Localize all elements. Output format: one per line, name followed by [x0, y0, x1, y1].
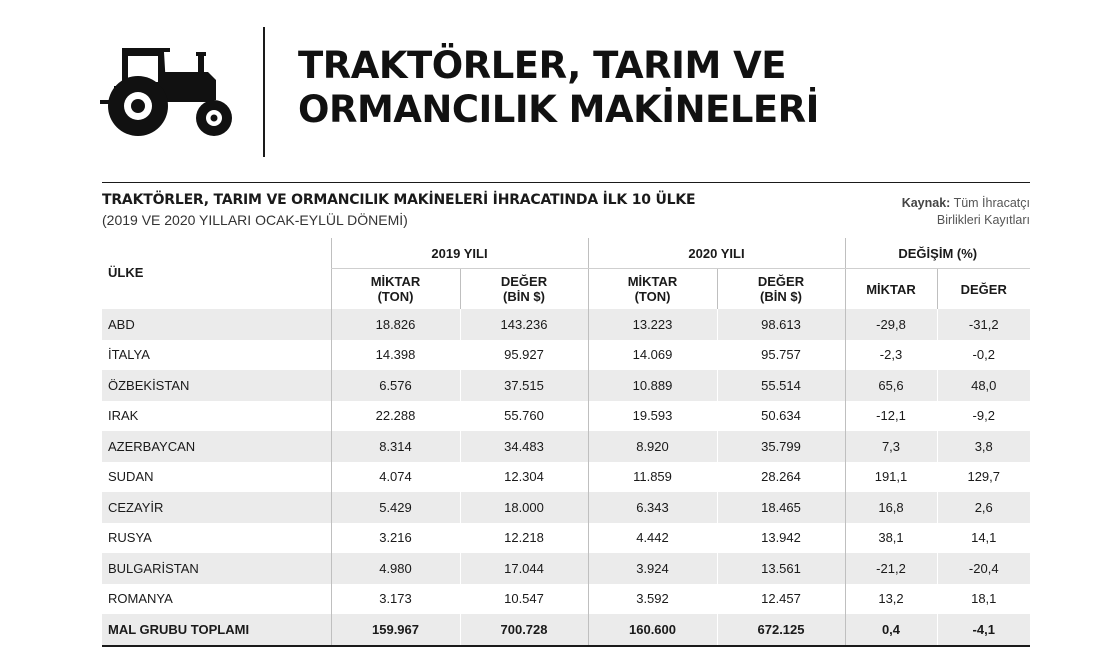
table-period: (2019 VE 2020 YILLARI OCAK-EYLÜL DÖNEMİ) — [102, 212, 408, 228]
val-2020-cell: 35.799 — [717, 431, 845, 462]
table-row — [102, 401, 1030, 432]
qty-2020-cell: 14.069 — [588, 340, 717, 371]
table-row — [102, 584, 1030, 615]
source-note: Kaynak: Tüm İhracatçı Birlikleri Kayıtları — [901, 196, 1030, 227]
chg-val-cell: 3,8 — [937, 431, 1030, 462]
chg-qty-cell: 7,3 — [845, 431, 937, 462]
qty-2020-cell: 11.859 — [588, 462, 717, 493]
chg-val-cell: -20,4 — [937, 553, 1030, 584]
val-2020-cell: 672.125 — [717, 614, 845, 646]
val-2019-cell: 143.236 — [460, 309, 588, 340]
chg-qty-cell: 65,6 — [845, 370, 937, 401]
table-row — [102, 340, 1030, 371]
country-cell: ÖZBEKİSTAN — [102, 370, 331, 401]
qty-2019-cell: 159.967 — [331, 614, 460, 646]
chg-val-cell: -4,1 — [937, 614, 1030, 646]
col-header-chg-qty: MİKTAR — [845, 269, 937, 310]
col-header-change: DEĞİŞİM (%) — [845, 238, 1030, 269]
qty-2020-cell: 8.920 — [588, 431, 717, 462]
val-2019-cell: 18.000 — [460, 492, 588, 523]
qty-2020-cell: 19.593 — [588, 401, 717, 432]
chg-val-cell: 18,1 — [937, 584, 1030, 615]
val-2019-cell: 34.483 — [460, 431, 588, 462]
col-header-chg-val: DEĞER — [937, 269, 1030, 310]
val-2019-cell: 10.547 — [460, 584, 588, 615]
chg-qty-cell: 38,1 — [845, 523, 937, 554]
table-row — [102, 370, 1030, 401]
col-header-2020: 2020 YILI — [588, 238, 845, 269]
val-2019-cell: 12.304 — [460, 462, 588, 493]
country-cell: IRAK — [108, 408, 139, 424]
section-rule — [102, 182, 1030, 183]
col-header-val-2019: DEĞER (BİN $) — [460, 269, 588, 310]
country-cell: AZERBAYCAN — [102, 431, 331, 462]
val-2019-cell: 37.515 — [460, 370, 588, 401]
qty-2019-cell: 8.314 — [331, 431, 460, 462]
val-2020-cell: 13.561 — [717, 553, 845, 584]
country-cell: BULGARİSTAN — [102, 553, 331, 584]
country-cell: İTALYA — [108, 347, 150, 363]
country-cell: RUSYA — [108, 530, 152, 546]
qty-2020-cell: 3.592 — [588, 584, 717, 615]
val-2019-cell: 17.044 — [460, 553, 588, 584]
val-2020-cell: 28.264 — [717, 462, 845, 493]
chg-val-cell: -0,2 — [937, 340, 1030, 371]
tractor-icon — [100, 42, 236, 138]
table-title: TRAKTÖRLER, TARIM VE ORMANCILIK MAKİNELERİ İHRACATINDA İLK 10 ÜLKE — [102, 192, 696, 208]
val-2019-cell: 95.927 — [460, 340, 588, 371]
chg-qty-cell: -29,8 — [845, 309, 937, 340]
chg-val-cell: 14,1 — [937, 523, 1030, 554]
country-cell: MAL GRUBU TOPLAMI — [102, 614, 331, 646]
chg-qty-cell: -12,1 — [845, 401, 937, 432]
chg-qty-cell: -21,2 — [845, 553, 937, 584]
chg-val-cell: 2,6 — [937, 492, 1030, 523]
col-header-2019: 2019 YILI — [331, 238, 588, 269]
country-cell: CEZAYİR — [102, 492, 331, 523]
qty-2019-cell: 4.980 — [331, 553, 460, 584]
col-header-country: ÜLKE — [108, 265, 144, 280]
val-2020-cell: 98.613 — [717, 309, 845, 340]
chg-qty-cell: 0,4 — [845, 614, 937, 646]
val-2019-cell: 12.218 — [460, 523, 588, 554]
chg-qty-cell: -2,3 — [845, 340, 937, 371]
table-row — [102, 492, 1030, 523]
header-divider — [263, 27, 265, 157]
chg-qty-cell: 13,2 — [845, 584, 937, 615]
qty-2019-cell: 5.429 — [331, 492, 460, 523]
val-2020-cell: 95.757 — [717, 340, 845, 371]
val-2020-cell: 13.942 — [717, 523, 845, 554]
table-row — [102, 462, 1030, 493]
qty-2020-cell: 3.924 — [588, 553, 717, 584]
qty-2019-cell: 4.074 — [331, 462, 460, 493]
col-header-val-2020: DEĞER (BİN $) — [717, 269, 845, 310]
country-cell: SUDAN — [108, 469, 154, 485]
col-header-qty-2019: MİKTAR (TON) — [331, 269, 460, 310]
qty-2019-cell: 14.398 — [331, 340, 460, 371]
chg-qty-cell: 191,1 — [845, 462, 937, 493]
qty-2019-cell: 22.288 — [331, 401, 460, 432]
qty-2020-cell: 10.889 — [588, 370, 717, 401]
val-2020-cell: 12.457 — [717, 584, 845, 615]
chg-qty-cell: 16,8 — [845, 492, 937, 523]
val-2020-cell: 50.634 — [717, 401, 845, 432]
country-cell: ABD — [102, 309, 331, 340]
val-2019-cell: 700.728 — [460, 614, 588, 646]
qty-2019-cell: 3.216 — [331, 523, 460, 554]
val-2020-cell: 18.465 — [717, 492, 845, 523]
table-row — [102, 431, 1030, 462]
export-table — [102, 238, 1030, 647]
col-header-qty-2020: MİKTAR (TON) — [588, 269, 717, 310]
chg-val-cell: -31,2 — [937, 309, 1030, 340]
chg-val-cell: -9,2 — [937, 401, 1030, 432]
val-2020-cell: 55.514 — [717, 370, 845, 401]
table-row — [102, 523, 1030, 554]
qty-2019-cell: 3.173 — [331, 584, 460, 615]
qty-2020-cell: 160.600 — [588, 614, 717, 646]
page-title: TRAKTÖRLER, TARIM VE ORMANCILIK MAKİNELERİ — [298, 44, 819, 131]
total-row — [102, 614, 1030, 646]
table-row — [102, 309, 1030, 340]
qty-2019-cell: 6.576 — [331, 370, 460, 401]
val-2019-cell: 55.760 — [460, 401, 588, 432]
chg-val-cell: 48,0 — [937, 370, 1030, 401]
table-row — [102, 553, 1030, 584]
qty-2020-cell: 13.223 — [588, 309, 717, 340]
chg-val-cell: 129,7 — [937, 462, 1030, 493]
qty-2019-cell: 18.826 — [331, 309, 460, 340]
qty-2020-cell: 6.343 — [588, 492, 717, 523]
country-cell: ROMANYA — [108, 591, 173, 607]
qty-2020-cell: 4.442 — [588, 523, 717, 554]
